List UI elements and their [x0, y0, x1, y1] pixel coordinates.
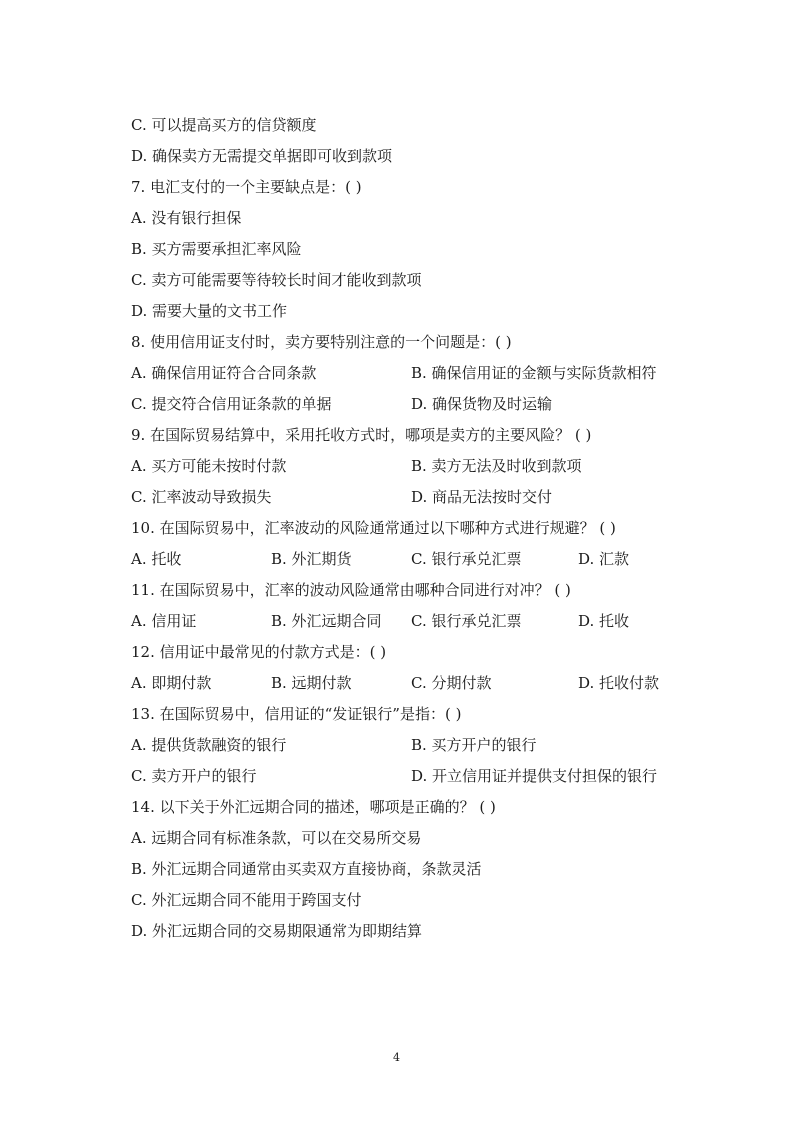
- q13-option-b: B. 买方开户的银行: [411, 736, 537, 754]
- q12-option-d: D. 托收付款: [578, 674, 660, 692]
- q6-option-d: D. 确保卖方无需提交单据即可收到款项: [131, 147, 393, 165]
- question-12: 12. 信用证中最常见的付款方式是：( ): [131, 643, 387, 661]
- q7-option-c: C. 卖方可能需要等待较长时间才能收到款项: [131, 271, 422, 289]
- question-9: 9. 在国际贸易结算中，采用托收方式时，哪项是卖方的主要风险？ ( ): [131, 426, 592, 444]
- q13-option-d: D. 开立信用证并提供支付担保的银行: [411, 767, 658, 785]
- q7-option-d: D. 需要大量的文书工作: [131, 302, 288, 320]
- q9-option-b: B. 卖方无法及时收到款项: [411, 457, 582, 475]
- q13-option-c: C. 卖方开户的银行: [131, 767, 257, 785]
- question-13: 13. 在国际贸易中，信用证的“发证银行”是指：( ): [131, 705, 462, 723]
- q10-option-c: C. 银行承兑汇票: [411, 550, 522, 568]
- q12-option-b: B. 远期付款: [271, 674, 352, 692]
- question-8: 8. 使用信用证支付时，卖方要特别注意的一个问题是：( ): [131, 333, 512, 351]
- q9-option-c: C. 汇率波动导致损失: [131, 488, 272, 506]
- q12-option-c: C. 分期付款: [411, 674, 492, 692]
- q11-option-d: D. 托收: [578, 612, 630, 630]
- question-7: 7. 电汇支付的一个主要缺点是：( ): [131, 178, 362, 196]
- q9-option-a: A. 买方可能未按时付款: [131, 457, 287, 475]
- q11-option-b: B. 外汇远期合同: [271, 612, 382, 630]
- q7-option-b: B. 买方需要承担汇率风险: [131, 240, 302, 258]
- q13-option-a: A. 提供货款融资的银行: [131, 736, 287, 754]
- q7-option-a: A. 没有银行担保: [131, 209, 242, 227]
- q8-option-d: D. 确保货物及时运输: [411, 395, 553, 413]
- q10-option-a: A. 托收: [131, 550, 182, 568]
- q10-option-d: D. 汇款: [578, 550, 630, 568]
- question-11: 11. 在国际贸易中，汇率的波动风险通常由哪种合同进行对冲？ ( ): [131, 581, 571, 599]
- q11-option-a: A. 信用证: [131, 612, 197, 630]
- q12-option-a: A. 即期付款: [131, 674, 212, 692]
- question-10: 10. 在国际贸易中，汇率波动的风险通常通过以下哪种方式进行规避？ ( ): [131, 519, 616, 537]
- q14-option-c: C. 外汇远期合同不能用于跨国支付: [131, 891, 362, 909]
- question-14: 14. 以下关于外汇远期合同的描述，哪项是正确的？ ( ): [131, 798, 496, 816]
- q14-option-b: B. 外汇远期合同通常由买卖双方直接协商，条款灵活: [131, 860, 482, 878]
- q8-option-b: B. 确保信用证的金额与实际货款相符: [411, 364, 657, 382]
- q9-option-d: D. 商品无法按时交付: [411, 488, 553, 506]
- q14-option-a: A. 远期合同有标准条款，可以在交易所交易: [131, 829, 422, 847]
- page-number: 4: [393, 1051, 400, 1064]
- q14-option-d: D. 外汇远期合同的交易期限通常为即期结算: [131, 922, 423, 940]
- q11-option-c: C. 银行承兑汇票: [411, 612, 522, 630]
- q10-option-b: B. 外汇期货: [271, 550, 352, 568]
- q8-option-a: A. 确保信用证符合合同条款: [131, 364, 317, 382]
- q8-option-c: C. 提交符合信用证条款的单据: [131, 395, 332, 413]
- q6-option-c: C. 可以提高买方的信贷额度: [131, 116, 317, 134]
